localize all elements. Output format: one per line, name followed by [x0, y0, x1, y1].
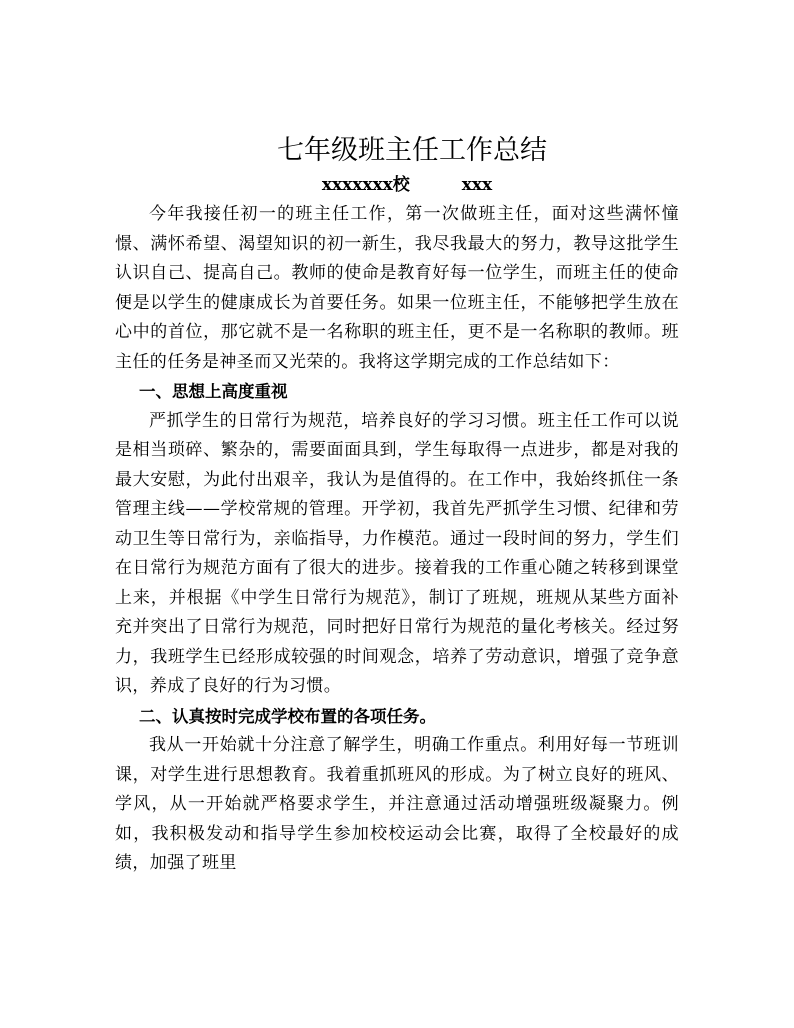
document-title: 七年级班主任工作总结 — [277, 135, 547, 166]
section-body: 我从一开始就十分注意了解学生，明确工作重点。利用好每一节班训课，对学生进行思想教育。我着重抓班风的形成。为了树立良好的班风、学风，从一开始就严格要求学生，并注意通过活动增强班级凝聚力。例如，我积极发动和指导学生参加校校运动会比赛，取得了全校最好的成绩，加强了班里 — [115, 735, 679, 873]
byline-author: xxx — [461, 175, 493, 195]
document-page — [115, 132, 679, 879]
section-heading: 二、认真按时完成学校布置的各项任务。 — [139, 706, 436, 726]
section-heading: 一、思想上高度重视 — [139, 382, 288, 401]
byline — [115, 170, 679, 200]
section-1 — [115, 377, 679, 702]
intro-paragraph: 今年我接任初一的班主任工作，第一次做班主任，面对这些满怀憧憬、满怀希望、渴望知识的初一新生，我尽我最大的努力，教导这批学生认识自己、提高自己。教师的使命是教育好每一位学生，而班主任的使命便是以学生的健康成长为首要任务。如果一位班主任，不能够把学生放在心中的首位，那它就不是一名称职的班主任，更不是一名称职的教师。班主任的任务是神圣而又光荣的。我将这学期完成的工作总结如下： — [115, 204, 679, 372]
byline-school: xxxxxxx校 — [321, 175, 410, 195]
section-2 — [115, 702, 679, 879]
section-body: 严抓学生的日常行为规范，培养良好的学习习惯。班主任工作可以说是相当琐碎、繁杂的，需要面面具到，学生每取得一点进步，都是对我的最大安慰，为此付出艰辛，我认为是值得的。在工作中，我始终抓住一条管理主线——学校常规的管理。开学初，我首先严抓学生习惯、纪律和劳动卫生等日常行为，亲临指导，力作模范。通过一段时间的努力，学生们在日常行为规范方面有了很大的进步。接着我的工作重心随之转移到课堂上来，并根据《中学生日常行为规范》，制订了班规，班规从某些方面补充并突出了日常行为规范，同时把好日常行为规范的量化考核关。经过努力，我班学生已经形成较强的时间观念，培养了劳动意识，增强了竞争意识，养成了良好的行为习惯。 — [115, 410, 679, 696]
